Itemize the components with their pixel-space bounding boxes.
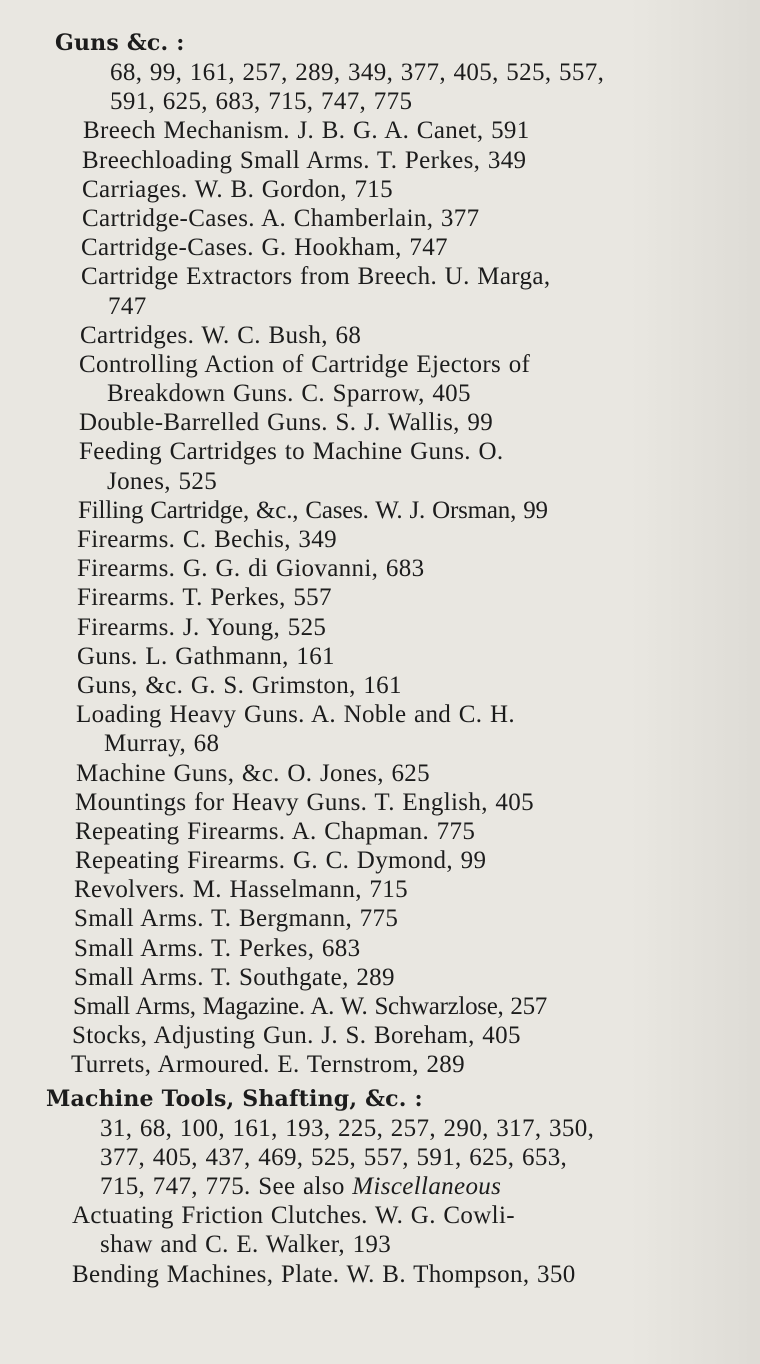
section-heading: Guns &c. : bbox=[55, 30, 185, 56]
index-entry: Breechloading Small Arms. T. Perkes, 349 bbox=[82, 146, 527, 174]
index-entry: Loading Heavy Guns. A. Noble and C. H. bbox=[76, 701, 515, 729]
index-entry: Cartridge Extractors from Breech. U. Marga, bbox=[81, 263, 551, 291]
page-reference-line: 31, 68, 100, 161, 193, 225, 257, 290, 317, 350, bbox=[100, 1114, 595, 1142]
index-entry: Carriages. W. B. Gordon, 715 bbox=[82, 175, 393, 203]
index-page bbox=[0, 28, 760, 1289]
index-entry: Firearms. T. Perkes, 557 bbox=[77, 584, 332, 612]
see-also-reference: Miscellaneous bbox=[352, 1172, 502, 1200]
page-reference-text: 715, 747, 775. See also bbox=[100, 1172, 353, 1200]
index-entry: Guns, &c. G. S. Grimston, 161 bbox=[77, 671, 402, 699]
index-entry: Guns. L. Gathmann, 161 bbox=[77, 642, 335, 670]
index-entry: Small Arms, Magazine. A. W. Schwarzlose, 257 bbox=[73, 993, 547, 1020]
index-entry: Actuating Friction Clutches. W. G. Cowli- bbox=[72, 1202, 515, 1230]
section-guns bbox=[0, 28, 760, 1080]
index-entry: Controlling Action of Cartridge Ejectors of bbox=[79, 350, 531, 378]
index-entry-continuation: Jones, 525 bbox=[107, 467, 218, 495]
index-entry: Stocks, Adjusting Gun. J. S. Boreham, 405 bbox=[72, 1022, 521, 1050]
index-entry: Firearms. J. Young, 525 bbox=[77, 613, 327, 641]
index-entry: Firearms. G. G. di Giovanni, 683 bbox=[77, 555, 425, 583]
index-entry-continuation: 747 bbox=[108, 292, 147, 320]
index-entry-continuation: Murray, 68 bbox=[104, 730, 220, 758]
index-entry: Filling Cartridge, &c., Cases. W. J. Orsman, 99 bbox=[78, 496, 548, 524]
index-entry: Firearms. C. Bechis, 349 bbox=[77, 526, 337, 553]
section-machine-tools bbox=[0, 1084, 760, 1289]
index-entry: Bending Machines, Plate. W. B. Thompson, 350 bbox=[72, 1260, 576, 1288]
index-entry: Cartridge-Cases. G. Hookham, 747 bbox=[81, 234, 448, 262]
index-entry: Feeding Cartridges to Machine Guns. O. bbox=[79, 438, 504, 466]
page-reference-line bbox=[100, 1172, 760, 1201]
index-entry-continuation: shaw and C. E. Walker, 193 bbox=[100, 1231, 392, 1259]
index-entry-continuation: Breakdown Guns. C. Sparrow, 405 bbox=[107, 380, 471, 408]
index-entry: Machine Guns, &c. O. Jones, 625 bbox=[76, 759, 430, 787]
index-entry: Revolvers. M. Hasselmann, 715 bbox=[74, 876, 408, 904]
index-entry: Repeating Firearms. A. Chapman. 775 bbox=[75, 817, 476, 845]
page-reference-line: 591, 625, 683, 715, 747, 775 bbox=[110, 88, 413, 116]
index-entry: Repeating Firearms. G. C. Dymond, 99 bbox=[75, 847, 487, 875]
page-reference-line: 68, 99, 161, 257, 289, 349, 377, 405, 525, 557, bbox=[110, 59, 605, 86]
section-heading: Machine Tools, Shafting, &c. : bbox=[46, 1085, 423, 1112]
index-entry: Mountings for Heavy Guns. T. English, 405 bbox=[75, 788, 534, 816]
index-entry: Cartridge-Cases. A. Chamberlain, 377 bbox=[82, 204, 480, 232]
page-reference-line: 377, 405, 437, 469, 525, 557, 591, 625, 653, bbox=[100, 1143, 568, 1171]
index-entry: Small Arms. T. Perkes, 683 bbox=[74, 934, 361, 962]
index-entry: Small Arms. T. Southgate, 289 bbox=[74, 963, 395, 991]
index-entry: Cartridges. W. C. Bush, 68 bbox=[80, 321, 362, 349]
index-entry: Small Arms. T. Bergmann, 775 bbox=[74, 905, 399, 933]
index-entry: Double-Barrelled Guns. S. J. Wallis, 99 bbox=[79, 409, 494, 437]
index-entry: Breech Mechanism. J. B. G. A. Canet, 591 bbox=[83, 117, 530, 145]
index-entry: Turrets, Armoured. E. Ternstrom, 289 bbox=[71, 1051, 465, 1079]
